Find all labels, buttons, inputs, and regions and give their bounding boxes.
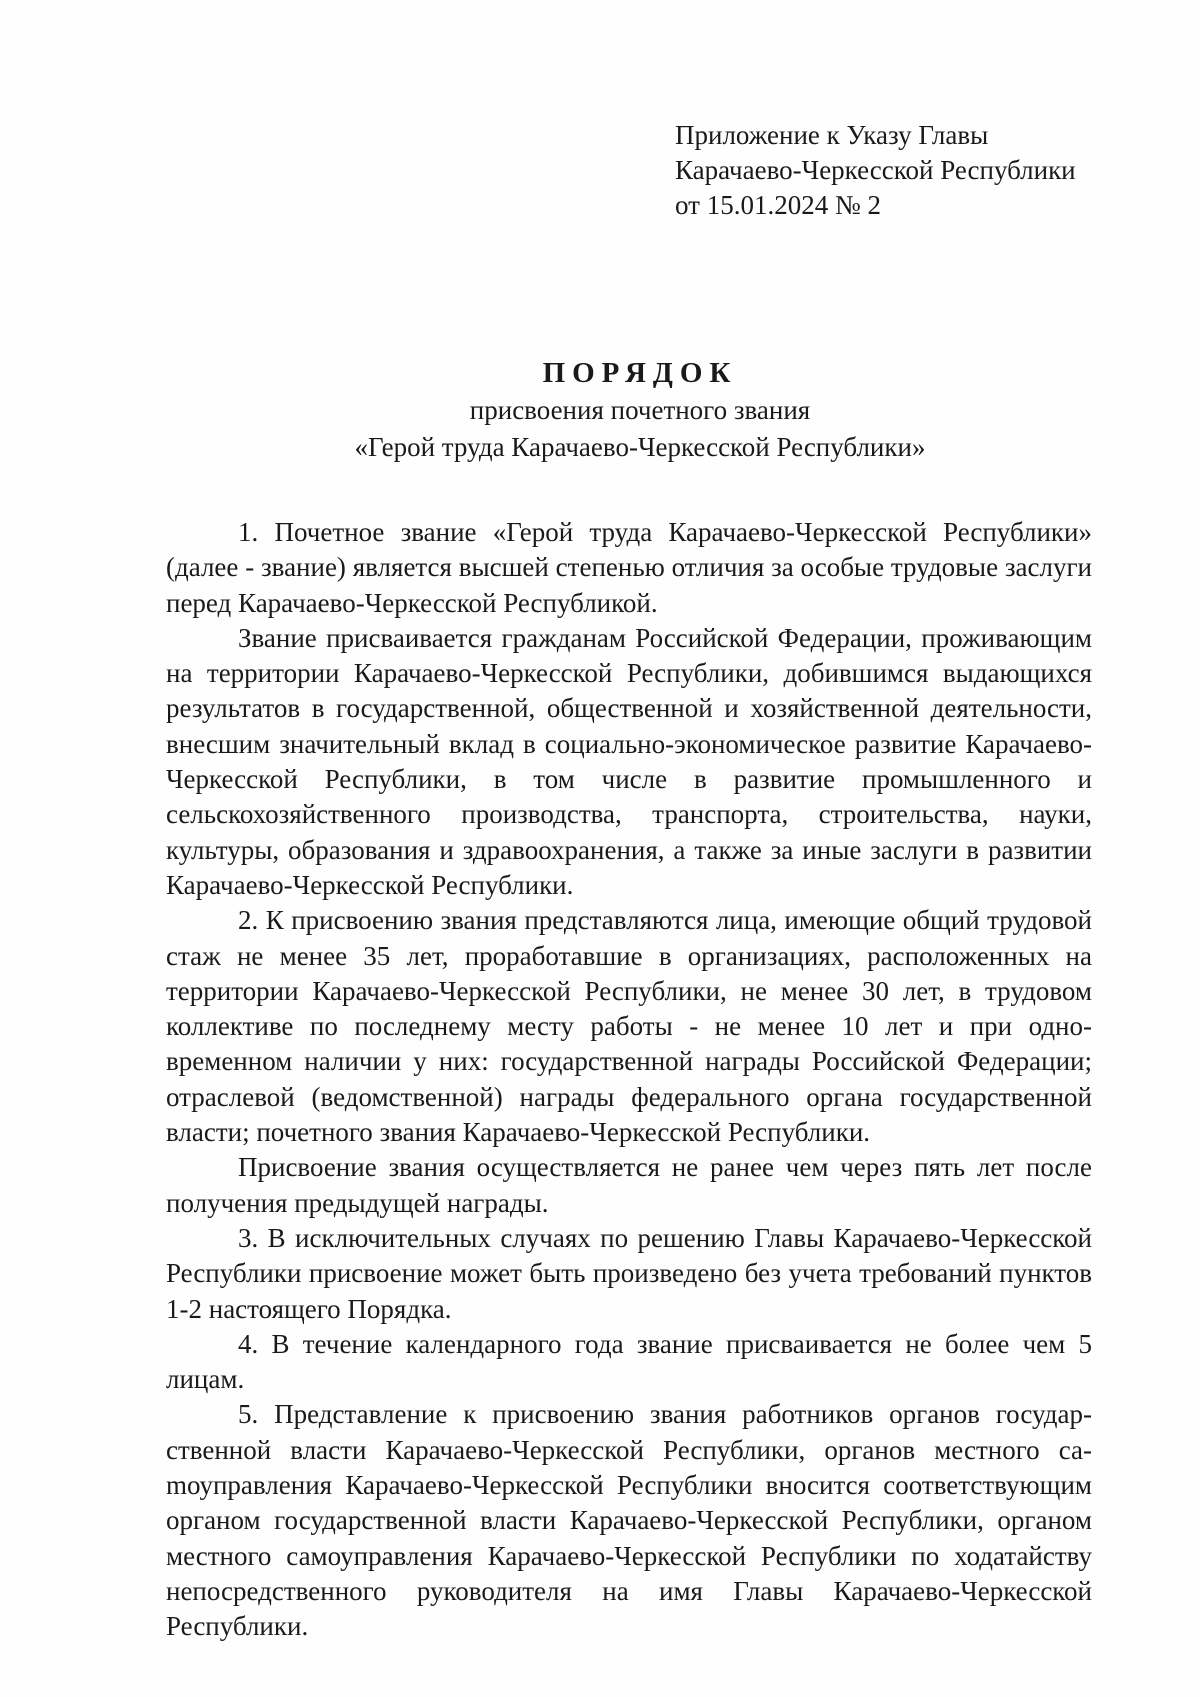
paragraph-5: 3. В исключительных случаях по решению Главы Карачаево-Черкесской Республики присвоение может быть произведено без учета требований пунктов 1-2 настоящего Порядка. bbox=[166, 1222, 1092, 1324]
paragraph-6: 4. В течение календарного года звание присваивается не более чем 5 лицам. bbox=[166, 1328, 1092, 1395]
title-block bbox=[160, 355, 1120, 465]
document-subtitle-line-1: присвоения почетного звания bbox=[469, 395, 811, 425]
document-title: ПОРЯДОК bbox=[542, 357, 738, 389]
appendix-line-2: Карачаево-Черкесской Республики bbox=[675, 155, 1076, 185]
paragraph-3: 2. К присвоению звания представляются лица, имеющие общий трудовой стаж не менее 35 лет, проработавшие в организациях, расположенных на территории Карачаево-Черкесской Республики, не менее 30 лет, в трудовом коллективе по последнему месту работы - не менее 10 лет и при одновременном наличии у них: государственной награды Российской Федерации; отраслевой (ведомственной) награды федерального органа государственной власти; почетного звания Карачаево-Черкесской Республики. bbox=[166, 905, 1092, 1148]
paragraph-4: Присвоение звания осуществляется не ранее чем через пять лет после получения предыдущей награды. bbox=[166, 1152, 1092, 1218]
paragraph-7: 5. Представление к присвоению звания работников органов государственной власти Карачаево-Черкесской Республики, органов местного саmоуправления Карачаево-Черкесской Республики вносится соответствующим органом государственной власти Карачаево-Черкесской Республики, органом местного самоуправления Карачаево-Черкесской Республики по ходатайству непосредственного руководителя на имя Главы Карачаево-Черкесской Республики. bbox=[166, 1399, 1092, 1642]
paragraph-1: 1. Почетное звание «Герой труда Карачаево-Черкесской Республики» (далее - звание) является высшей степенью отличия за особые трудовые заслуги перед Карачаево-Черкесской Республикой. bbox=[166, 517, 1092, 618]
appendix-header bbox=[675, 118, 1076, 223]
paragraph-2: Звание присваивается гражданам Российской Федерации, проживающим на территории Карачаево-Черкесской Республики, добившимся выдающихся результатов в государственной, общественной и хозяйственной деятельности, внесшим значительный вклад в социально-экономическое развитие Карачаево-Черкесской Республики, в том числе в развитие промышленного и сельскохозяйственного производства, транспорта, строительства, науки, культуры, образования и здравоохранения, а также за иные заслуги в развитии Карачаево-Черкесской Республики. bbox=[166, 622, 1092, 900]
document-subtitle-line-2: «Герой труда Карачаево-Черкесской Республики» bbox=[354, 432, 926, 462]
appendix-line-1: Приложение к Указу Главы bbox=[675, 120, 989, 150]
document-body bbox=[166, 515, 1092, 1645]
appendix-line-3: от 15.01.2024 № 2 bbox=[675, 190, 881, 220]
